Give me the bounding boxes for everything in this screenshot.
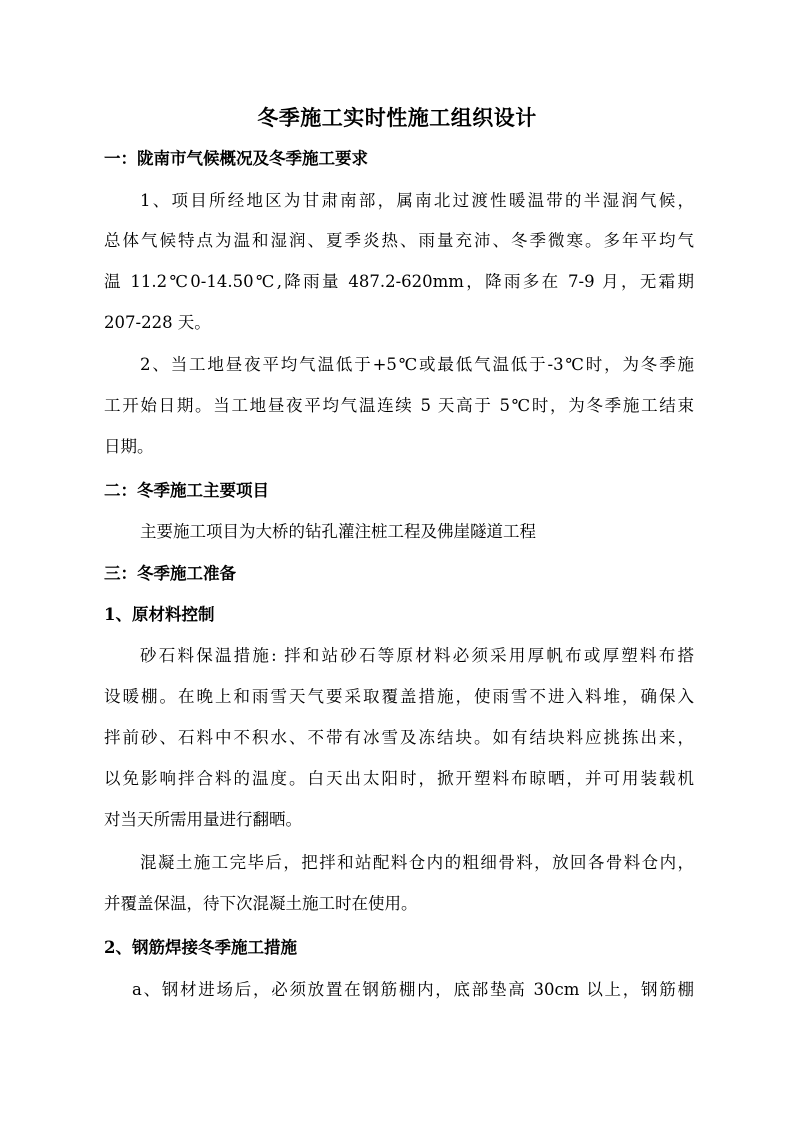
paragraph-line: 工开始日期。当工地昼夜平均气温连续 5 天高于 5℃时，为冬季施工结束: [104, 396, 694, 415]
subsection-heading-materials: 1、原材料控制: [104, 605, 215, 624]
paragraph-line: 日期。: [104, 437, 154, 456]
section-heading-main-projects: 二：冬季施工主要项目: [104, 481, 269, 500]
paragraph-line: 并覆盖保温，待下次混凝土施工时在使用。: [104, 894, 418, 913]
paragraph-line: a、钢材进场后，必须放置在钢筋棚内，底部垫高 30cm 以上，钢筋棚: [132, 980, 694, 999]
paragraph-line: 砂石料保温措施: 拌和站砂石等原材料必须采用厚帆布或厚塑料布搭: [140, 646, 694, 665]
paragraph-line: 温 11.2℃0-14.50℃,降雨量 487.2-620mm，降雨多在 7-9 月，无霜期: [104, 272, 694, 291]
section-heading-preparation: 三：冬季施工准备: [104, 564, 236, 583]
paragraph-line: 设暖棚。在晚上和雨雪天气要采取覆盖措施，使雨雪不进入料堆，确保入: [104, 687, 694, 706]
paragraph-line: 总体气候特点为温和湿润、夏季炎热、雨量充沛、冬季微寒。多年平均气: [104, 231, 694, 250]
document-title: 冬季施工实时性施工组织设计: [257, 105, 537, 130]
paragraph-line: 对当天所需用量进行翻晒。: [104, 810, 302, 829]
paragraph-line: 以免影响拌合料的温度。白天出太阳时，掀开塑料布晾晒，并可用装载机: [104, 769, 694, 788]
paragraph-line: 混凝土施工完毕后，把拌和站配料仓内的粗细骨料，放回各骨料仓内，: [140, 853, 694, 872]
paragraph-line: 207-228 天。: [104, 313, 211, 332]
paragraph-line: 拌前砂、石料中不积水、不带有冰雪及冻结块。如有结块料应挑拣出来，: [104, 728, 694, 747]
subsection-heading-rebar-welding: 2、钢筋焊接冬季施工措施: [104, 938, 297, 957]
paragraph-line: 1、项目所经地区为甘肃南部，属南北过渡性暖温带的半湿润气候，: [140, 191, 694, 210]
paragraph-line: 2、当工地昼夜平均气温低于+5℃或最低气温低于-3℃时，为冬季施: [140, 355, 694, 374]
section-heading-climate: 一：陇南市气候概况及冬季施工要求: [104, 149, 368, 168]
paragraph-line: 主要施工项目为大桥的钻孔灌注桩工程及佛崖隧道工程: [140, 522, 536, 541]
